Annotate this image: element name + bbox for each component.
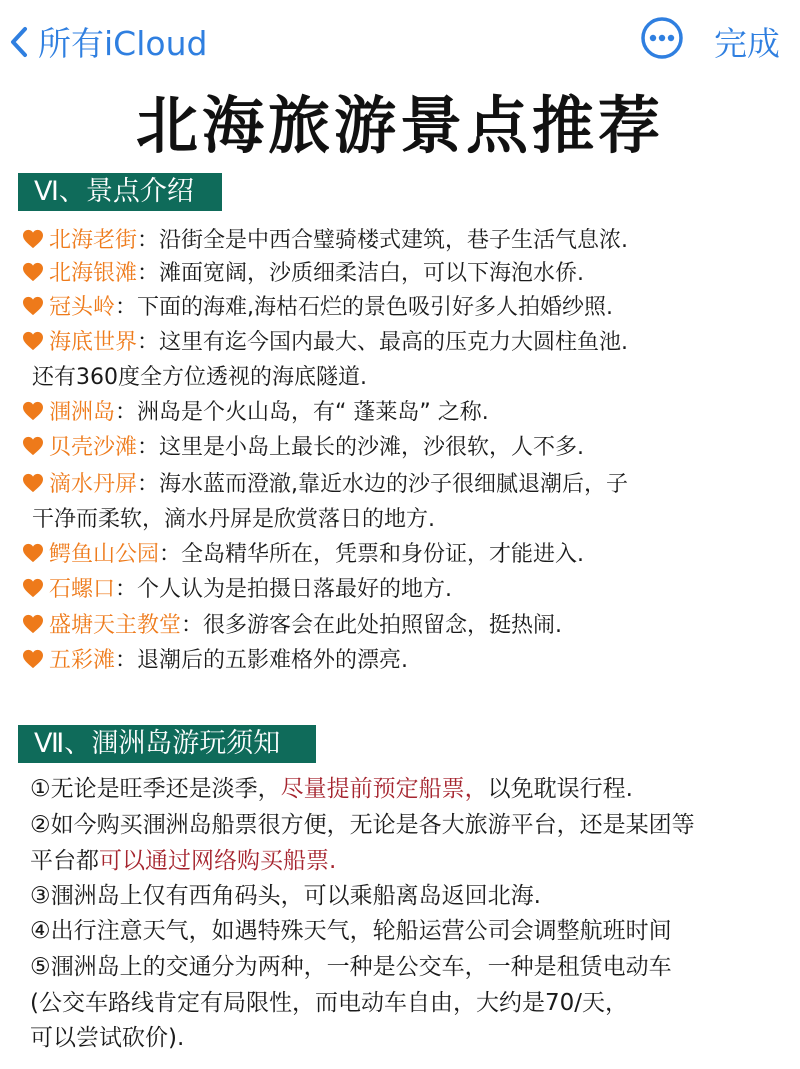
list-item: [22, 259, 584, 289]
list-item: [22, 328, 628, 358]
heart-icon: [22, 229, 44, 249]
note-2: ②如今购买涠洲岛船票很方便，无论是各大旅游平台，还是某团等: [30, 812, 695, 838]
more-button[interactable]: [640, 16, 684, 60]
list-item: [22, 575, 452, 605]
list-item: [22, 470, 628, 500]
ellipsis-circle-icon: [640, 16, 684, 60]
item-desc: ：这里有迄今国内最大、最高的压克力大圆柱鱼池.: [137, 330, 629, 355]
heart-icon: [22, 401, 44, 421]
item-desc: ：退潮后的五影难格外的漂亮.: [115, 648, 409, 673]
note-text: 平台都: [30, 848, 99, 874]
list-item: [22, 433, 584, 463]
back-button[interactable]: [8, 18, 207, 65]
item-continuation: 还有360度全方位透视的海底隧道.: [32, 365, 367, 390]
done-button[interactable]: 完成: [714, 24, 780, 63]
item-desc: ：下面的海难,海枯石烂的景色吸引好多人拍婚纱照.: [115, 295, 614, 320]
heart-icon: [22, 331, 44, 351]
list-item: [22, 398, 489, 428]
heart-icon: [22, 614, 44, 634]
item-desc: ：这里是小岛上最长的沙滩，沙很软，人不多.: [137, 435, 585, 460]
heart-icon: [22, 296, 44, 316]
heart-icon: [22, 578, 44, 598]
note-highlight: 尽量提前预定船票，: [280, 776, 488, 802]
back-label: 所有iCloud: [38, 24, 208, 63]
item-name: 鳄鱼山公园: [49, 542, 160, 567]
item-name: 冠头岭: [49, 295, 116, 320]
item-desc: ：沿街全是中西合璧骑楼式建筑，巷子生活气息浓.: [137, 228, 629, 253]
note-5-cont: (公交车路线肯定有局限性，而电动车自由，大约是70/天，: [30, 990, 628, 1016]
item-desc: ：洲岛是个火山岛，有“ 蓬莱岛” 之称.: [115, 400, 489, 425]
item-desc: ：很多游客会在此处拍照留念，挺热闹.: [181, 613, 563, 638]
list-item: [22, 293, 613, 323]
heart-icon: [22, 649, 44, 669]
list-item: [22, 226, 628, 256]
page-title: 北海旅游景点推荐: [135, 89, 664, 162]
item-desc: ：全岛精华所在，凭票和身份证，才能进入.: [159, 542, 585, 567]
note-highlight: 可以通过网络购买船票.: [99, 848, 337, 874]
item-name: 涠洲岛: [49, 400, 116, 425]
list-item: [22, 646, 408, 676]
item-name: 盛塘天主教堂: [49, 613, 182, 638]
list-item: [22, 540, 584, 570]
note-text: ①无论是旺季还是淡季，: [30, 776, 281, 802]
item-desc: ：个人认为是拍摄日落最好的地方.: [115, 577, 453, 602]
nav-bar: [0, 0, 800, 74]
note-2-cont: [30, 846, 336, 876]
item-desc: ：滩面宽阔，沙质细柔洁白，可以下海泡水侨.: [137, 261, 585, 286]
item-desc: ：海水蓝而澄澈,靠近水边的沙子很细腻退潮后，子: [137, 472, 629, 497]
heart-icon: [22, 262, 44, 282]
item-name: 北海银滩: [49, 261, 138, 286]
list-item: [22, 611, 562, 641]
note-text: 以免耽误行程.: [487, 776, 633, 802]
note-5-cont-2: 可以尝试砍价).: [30, 1025, 185, 1051]
section-heading-attractions: Ⅵ、景点介绍: [18, 173, 222, 211]
heart-icon: [22, 473, 44, 493]
item-name: 五彩滩: [49, 648, 116, 673]
note-1: [30, 774, 633, 804]
heart-icon: [22, 543, 44, 563]
item-name: 北海老街: [49, 228, 138, 253]
section-heading-tips: Ⅶ、涠洲岛游玩须知: [18, 725, 316, 763]
item-name: 贝壳沙滩: [49, 435, 138, 460]
note-5: ⑤涠洲岛上的交通分为两种，一种是公交车，一种是租赁电动车: [30, 954, 672, 980]
item-name: 滴水丹屏: [49, 472, 138, 497]
note-3: ③涠洲岛上仅有西角码头，可以乘船离岛返回北海.: [30, 883, 541, 909]
heart-icon: [22, 436, 44, 456]
note-4: ④出行注意天气，如遇特殊天气，轮船运营公司会调整航班时间: [30, 918, 672, 944]
chevron-left-icon: [8, 26, 30, 58]
item-continuation: 干净而柔软，滴水丹屏是欣赏落日的地方.: [32, 507, 435, 532]
item-name: 海底世界: [49, 330, 138, 355]
item-name: 石螺口: [49, 577, 116, 602]
